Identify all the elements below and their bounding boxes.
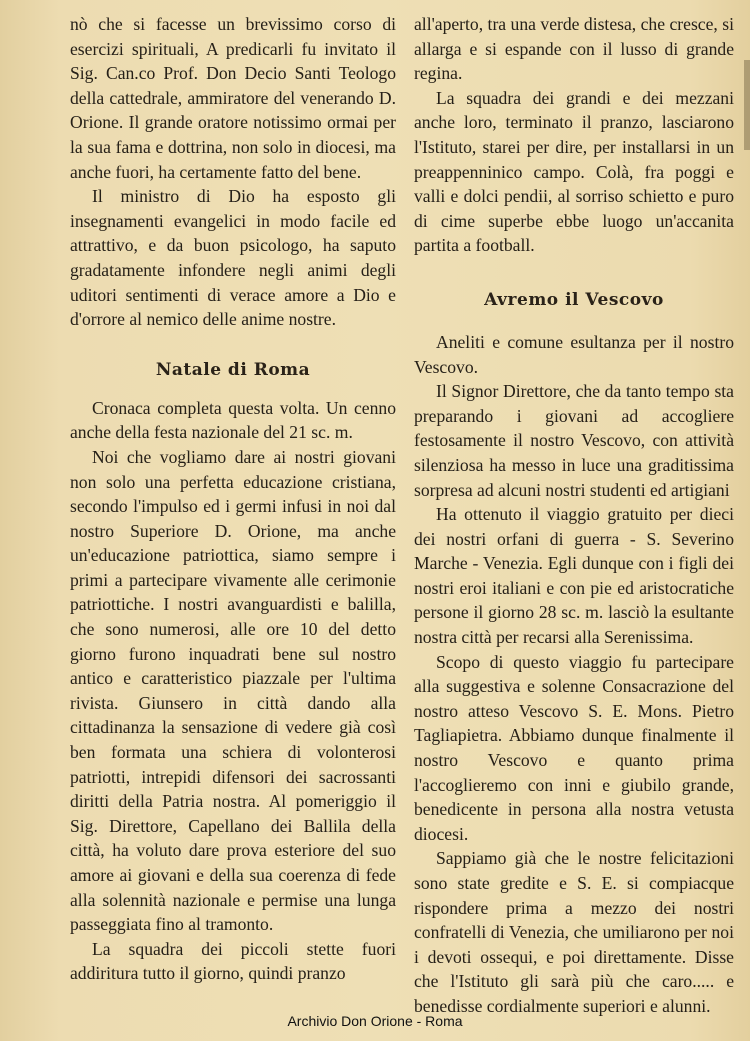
right-paragraph-5: Ha ottenuto il viaggio gratuito per dieci dei nostri orfani di guerra - S. Severino Marche - Venezia. Egli dunque con i figli dei nostri eroi italiani e con pie ed aristocratiche persone il giorno 28 sc. m. lasciò la esultante nostra città per recarsi alla Serenissima. <box>414 504 734 648</box>
right-paragraph-2: La squadra dei grandi e dei mezzani anche loro, terminato il pranzo, lasciarono l'Istituto, starei per dire, per installarsi in un preappenninico campo. Colà, fra poggi e valli e dolci pendii, al sorriso schietto e puro di cime superbe ebbe luogo un'accanita partita a football. <box>414 87 734 256</box>
right-paragraph-4: Il Signor Direttore, che da tanto tempo sta preparando i giovani ad accogliere festosamente il nostro Vescovo, con attività silenziosa ha messo in luce una graditissima sorpresa ad alcuni nostri studenti ed artigiani <box>414 381 734 500</box>
heading-natale-di-roma: Natale di Roma <box>155 359 311 380</box>
right-paragraph-1: all'aperto, tra una verde distesa, che cresce, si allarga e si espande con il lusso di grande regina. <box>414 14 734 84</box>
heading-avremo-il-vescovo: Avremo il Vescovo <box>484 289 664 310</box>
right-paragraph-7: Sappiamo già che le nostre felicitazioni sono state gredite e S. E. si compiacque rispondere prima a mezzo dei nostri confratelli di Venezia, che umiliarono per noi i devoti ossequi, e poi direttamente. Disse che l'Istituto gli sarà più che caro..... e benedisse cordialmente superiori e alunni. <box>414 848 734 1016</box>
right-column <box>414 12 734 1019</box>
archive-footer: Archivio Don Orione - Roma <box>287 1013 463 1029</box>
left-paragraph-5: La squadra dei piccoli stette fuori addiritura tutto il giorno, quindi pranzo <box>70 938 396 984</box>
left-paragraph-2: Il ministro di Dio ha esposto gli insegnamenti evangelici in modo facile ed attrattivo, e da buon psicologo, ha saputo gradatamente infondere negli animi degli uditori sentimenti di verace amore a Dio e d'orrore al nemico delle anime nostre. <box>70 186 396 330</box>
left-paragraph-4: Noi che vogliamo dare ai nostri giovani non solo una perfetta educazione cristiana, secondo l'impulso ed i germi infusi in noi dal nostro Superiore D. Orione, ma anche un'educazione patriottica, siamo sempre i primi a partecipare vivamente alle cerimonie patriottiche. I nostri avanguardisti e balilla, che sono numerosi, alle ore 10 del detto giorno furono inquadrati bene sul nostro antico e caratteristico piazzale per l'ultima rivista. Giunsero in città dando alla cittadinanza la sensazione di vedere già così ben formata una schiera di volonterosi patriotti, intrepidi difensori dei sacrossanti diritti della Patria nostra. Al pomeriggio il Sig. Direttore, Capellano dei Ballila della città, ha voluto dare prova esteriore del suo amore ai giovani e della sua coerenza di fede alla solennità nazionale e permise una lunga passeggiata fino al tramonto. <box>70 446 396 935</box>
left-column <box>70 12 396 986</box>
left-paragraph-3: Cronaca completa questa volta. Un cenno anche della festa nazionale del 21 sc. m. <box>70 397 396 443</box>
left-paragraph-1: nò che si facesse un brevissimo corso di esercizi spirituali, A predicarli fu invitato il Sig. Can.co Prof. Don Decio Santi Teologo della cattedrale, ammiratore del venerando D. Orione. Il grande oratore notissimo ormai per la sua fama e dottrina, non solo in diocesi, ma anche fuori, ha certamente fatto del bene. <box>70 14 396 182</box>
page-edge-shadow <box>744 60 750 150</box>
right-paragraph-6: Scopo di questo viaggio fu partecipare alla suggestiva e solenne Consacrazione del nostro atteso Vescovo S. E. Mons. Pietro Tagliapietra. Abbiamo dunque finalmente il nostro Vescovo e quanto prima l'accoglieremo con inni e giubilo grande, benedicente in persona alla nostra vetusta diocesi. <box>414 651 734 844</box>
right-paragraph-3: Aneliti e comune esultanza per il nostro Vescovo. <box>414 331 734 377</box>
